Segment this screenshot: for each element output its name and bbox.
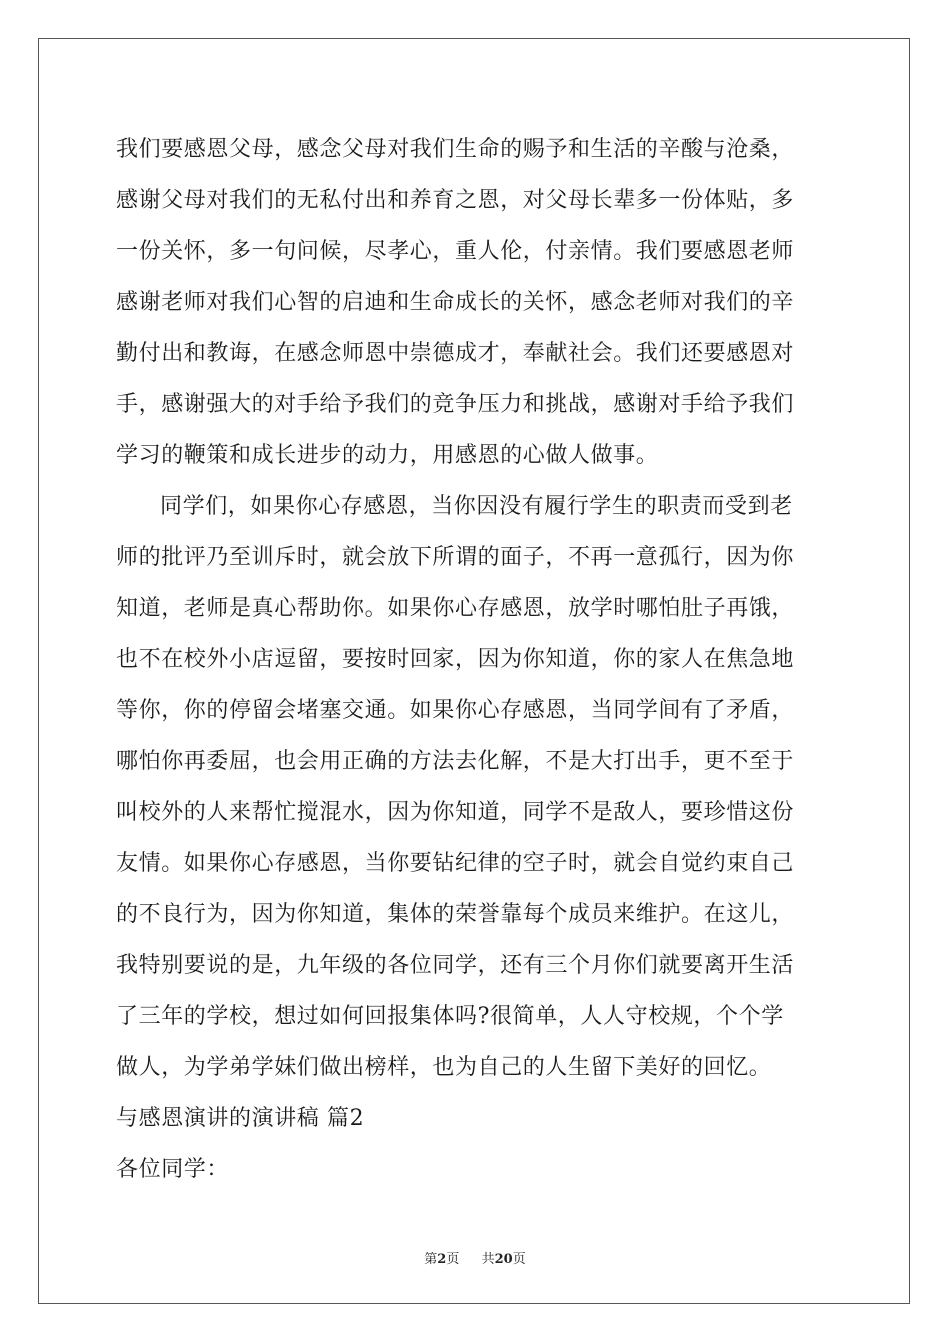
- text-line: 的不良行为，因为你知道，集体的荣誉靠每个成员来维护。在这儿，: [116, 902, 795, 927]
- text-line: 等你，你的停留会堵塞交通。如果你心存感恩，当同学间有了矛盾，: [116, 698, 795, 723]
- total-suffix: 页: [512, 1252, 526, 1267]
- page-suffix: 页: [446, 1252, 460, 1267]
- paragraph-start-line: 同学们，如果你心存感恩，当你因没有履行学生的职责而受到老: [160, 494, 793, 519]
- text-line: 感谢老师对我们心智的启迪和生命成长的关怀，感念老师对我们的辛: [116, 290, 795, 315]
- text-line: 手，感谢强大的对手给予我们的竞争压力和挑战，感谢对手给予我们: [116, 392, 795, 417]
- text-line: 感谢父母对我们的无私付出和养育之恩，对父母长辈多一份体贴，多: [116, 188, 795, 213]
- text-line: 做人，为学弟学妹们做出榜样，也为自己的人生留下美好的回忆。: [116, 1055, 772, 1080]
- salutation: 各位同学：: [116, 1157, 230, 1182]
- section-heading: 与感恩演讲的演讲稿 篇2: [116, 1106, 365, 1131]
- current-page: 2: [437, 1252, 447, 1267]
- text-line: 友情。如果你心存感恩，当你要钻纪律的空子时，就会自觉约束自己: [116, 851, 795, 876]
- document-body: [116, 124, 836, 1195]
- text-line: 了三年的学校，想过如何回报集体吗?很简单，人人守校规，个个学: [116, 1004, 784, 1029]
- text-line: 也不在校外小店逗留，要按时回家，因为你知道，你的家人在焦急地: [116, 647, 795, 672]
- text-line: 学习的鞭策和成长进步的动力，用感恩的心做人做事。: [116, 443, 659, 468]
- total-prefix: 共: [481, 1252, 495, 1267]
- text-line: 我特别要说的是，九年级的各位同学，还有三个月你们就要离开生活: [116, 953, 795, 978]
- page-total: [482, 1248, 526, 1267]
- page-number: [424, 1248, 459, 1267]
- text-line: 我们要感恩父母，感念父母对我们生命的赐予和生活的辛酸与沧桑，: [116, 137, 795, 162]
- text-line: 哪怕你再委屈，也会用正确的方法去化解，不是大打出手，更不至于: [116, 749, 795, 774]
- text-line: 勤付出和教诲，在感念师恩中崇德成才，奉献社会。我们还要感恩对: [116, 341, 795, 366]
- page-footer: [0, 1248, 950, 1267]
- total-pages: 20: [494, 1252, 513, 1267]
- text-line: 叫校外的人来帮忙搅混水，因为你知道，同学不是敌人，要珍惜这份: [116, 800, 795, 825]
- text-line: 知道，老师是真心帮助你。如果你心存感恩，放学时哪怕肚子再饿，: [116, 596, 795, 621]
- text-line: 师的批评乃至训斥时，就会放下所谓的面子，不再一意孤行，因为你: [116, 545, 795, 570]
- text-line: 一份关怀，多一句问候，尽孝心，重人伦，付亲情。我们要感恩老师: [116, 239, 795, 264]
- page-prefix: 第: [424, 1252, 438, 1267]
